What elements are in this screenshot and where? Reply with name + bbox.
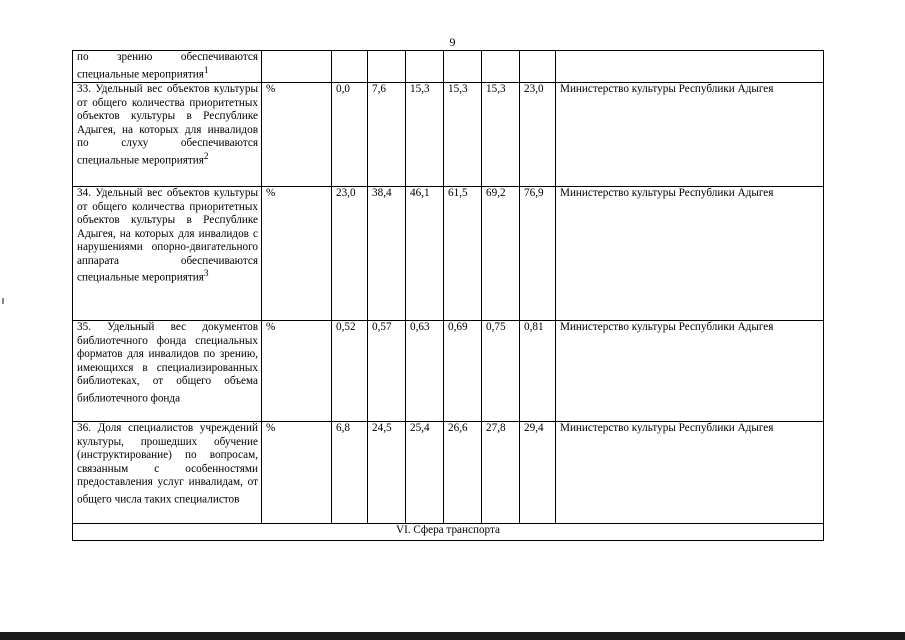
- agency-cell: Министерство культуры Республики Адыгея: [556, 421, 824, 523]
- description-text: по зрению обеспечиваются специальные мероприятия: [77, 51, 258, 81]
- value-cell: 61,5: [444, 186, 482, 320]
- description-text: 36. Доля специалистов учреждений культуры, прошедших обучение (инструктирование) по вопросам, связанным с особенностями предоставления услуг инвалидам, от общего числа таких специалистов: [77, 421, 258, 506]
- value-cell: 0,81: [520, 320, 556, 421]
- value-cell: [368, 51, 406, 83]
- row-description: [73, 421, 262, 523]
- value-cell: 0,52: [332, 320, 368, 421]
- description-text: 34. Удельный вес объектов культуры от общего количества приоритетных объектов культуры в Республике Адыгея, на которых для инвалидов с нарушениями опорно-двигательного аппарата обеспечиваются специальные мероприятия: [77, 186, 258, 285]
- scan-mark: [2, 298, 4, 304]
- value-cell: 15,3: [444, 82, 482, 186]
- value-cell: 6,8: [332, 421, 368, 523]
- unit-cell: %: [262, 186, 332, 320]
- section-heading: VI. Сфера транспорта: [73, 523, 824, 540]
- value-cell: 0,75: [482, 320, 520, 421]
- unit-cell: %: [262, 320, 332, 421]
- value-cell: 15,3: [482, 82, 520, 186]
- table-row: [73, 82, 824, 186]
- table-row: [73, 186, 824, 320]
- value-cell: 26,6: [444, 421, 482, 523]
- value-cell: 0,57: [368, 320, 406, 421]
- row-description: [73, 320, 262, 421]
- footnote-marker: 1: [203, 65, 209, 76]
- agency-cell: [556, 51, 824, 83]
- value-cell: 27,8: [482, 421, 520, 523]
- value-cell: 29,4: [520, 421, 556, 523]
- value-cell: [332, 51, 368, 83]
- unit-cell: %: [262, 421, 332, 523]
- footnote-marker: 3: [203, 269, 209, 280]
- table-row-continued: [73, 51, 824, 83]
- value-cell: 15,3: [406, 82, 444, 186]
- page-number: 9: [449, 35, 456, 49]
- value-cell: 76,9: [520, 186, 556, 320]
- value-cell: 25,4: [406, 421, 444, 523]
- value-cell: 23,0: [520, 82, 556, 186]
- value-cell: [406, 51, 444, 83]
- value-cell: 7,6: [368, 82, 406, 186]
- row-description: [73, 186, 262, 320]
- agency-cell: Министерство культуры Республики Адыгея: [556, 82, 824, 186]
- description-text: 33. Удельный вес объектов культуры от общего количества приоритетных объектов культуры в Республике Адыгея, на которых для инвалидов по слуху обеспечиваются специальные мероприятия: [77, 82, 258, 167]
- value-cell: 69,2: [482, 186, 520, 320]
- scan-bottom-edge: [0, 632, 905, 640]
- agency-cell: Министерство культуры Республики Адыгея: [556, 320, 824, 421]
- table-row: [73, 421, 824, 523]
- description-text: 35. Удельный вес документов библиотечного фонда специальных форматов для инвалидов по зрению, имеющихся в специализированных библиотеках, от общего объема библиотечного фонда: [77, 320, 258, 405]
- row-description: [73, 51, 262, 83]
- value-cell: 0,0: [332, 82, 368, 186]
- value-cell: [520, 51, 556, 83]
- unit-cell: %: [262, 82, 332, 186]
- value-cell: [482, 51, 520, 83]
- value-cell: 38,4: [368, 186, 406, 320]
- table-row: [73, 320, 824, 421]
- value-cell: 23,0: [332, 186, 368, 320]
- unit-cell: [262, 51, 332, 83]
- indicators-table: [72, 50, 824, 541]
- row-description: [73, 82, 262, 186]
- value-cell: [444, 51, 482, 83]
- value-cell: 46,1: [406, 186, 444, 320]
- value-cell: 24,5: [368, 421, 406, 523]
- value-cell: 0,63: [406, 320, 444, 421]
- agency-cell: Министерство культуры Республики Адыгея: [556, 186, 824, 320]
- footnote-marker: 2: [203, 151, 209, 162]
- value-cell: 0,69: [444, 320, 482, 421]
- section-row: [73, 523, 824, 540]
